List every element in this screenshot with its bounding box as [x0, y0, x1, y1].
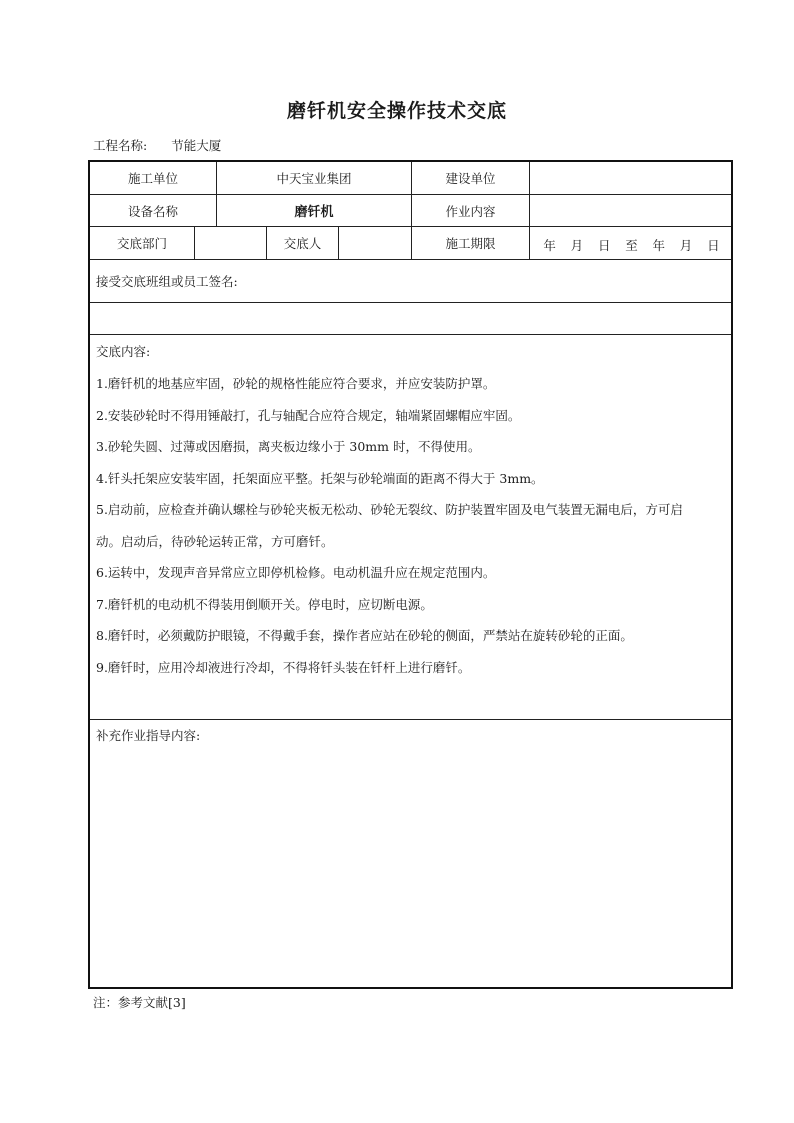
content-item: 6.运转中，发现声音异常应立即停机检修。电动机温升应在规定范围内。	[96, 565, 496, 580]
row-divider	[90, 302, 731, 303]
equipment-value: 磨钎机	[294, 205, 334, 220]
supplement-label: 补充作业指导内容:	[96, 728, 201, 743]
owner-value[interactable]	[530, 162, 733, 194]
start-day: 日	[597, 237, 611, 253]
end-year: 年	[652, 237, 666, 253]
construction-period	[530, 229, 733, 260]
footnote: 注：参考文献[3]	[93, 995, 186, 1010]
period-label: 施工期限	[445, 236, 496, 251]
dept-value[interactable]	[195, 227, 266, 259]
page-title: 磨钎机安全操作技术交底	[286, 100, 507, 122]
equipment-label: 设备名称	[127, 203, 178, 219]
to-label: 至	[625, 237, 638, 253]
contractor-value: 中天宝业集团	[276, 171, 352, 186]
work-content-label: 作业内容	[445, 203, 496, 219]
content-item: 8.磨钎时，必须戴防护眼镜，不得戴手套，操作者应站在砂轮的侧面，严禁站在旋转砂轮的正面。	[96, 628, 633, 643]
content-label: 交底内容:	[96, 344, 151, 359]
content-item: 9.磨钎时，应用冷却液进行冷却，不得将钎头装在钎杆上进行磨钎。	[96, 659, 471, 675]
row-divider	[90, 334, 731, 335]
contractor-label: 施工单位	[127, 171, 178, 186]
dept-label: 交底部门	[116, 236, 167, 251]
content-item: 动。启动后，待砂轮运转正常，方可磨钎。	[96, 533, 334, 549]
end-month: 月	[679, 237, 693, 253]
owner-label: 建设单位	[445, 171, 496, 186]
content-item: 2.安装砂轮时不得用锤敲打，孔与轴配合应符合规定，轴端紧固螺帽应牢固。	[96, 407, 521, 423]
project-name	[93, 136, 221, 154]
disclosure-form	[88, 160, 733, 989]
signature-label: 接受交底班组或员工签名:	[96, 274, 238, 289]
content-item: 7.磨钎机的电动机不得装用倒顺开关。停电时，应切断电源。	[96, 596, 433, 612]
content-item: 4.钎头托架应安装牢固，托架面应平整。托架与砂轮端面的距离不得大于 3mm。	[96, 470, 544, 486]
start-month: 月	[570, 237, 584, 253]
start-year: 年	[543, 237, 556, 253]
work-content-value[interactable]	[530, 195, 733, 226]
person-value[interactable]	[339, 227, 411, 259]
content-list	[96, 368, 728, 683]
content-item: 1.磨钎机的地基应牢固，砂轮的规格性能应符合要求，并应安装防护罩。	[96, 376, 496, 391]
content-item: 3.砂轮失圆、过薄或因磨损，离夹板边缘小于 30mm 时，不得使用。	[96, 439, 481, 454]
person-label: 交底人	[283, 236, 322, 251]
end-day: 日	[707, 237, 720, 253]
project-label: 工程名称:	[93, 138, 148, 153]
row-divider	[90, 719, 731, 720]
project-value: 节能大厦	[171, 138, 222, 153]
content-item: 5.启动前，应检查并确认螺栓与砂轮夹板无松动、砂轮无裂纹、防护装置牢固及电气装置无漏电后，方可启	[96, 502, 683, 517]
